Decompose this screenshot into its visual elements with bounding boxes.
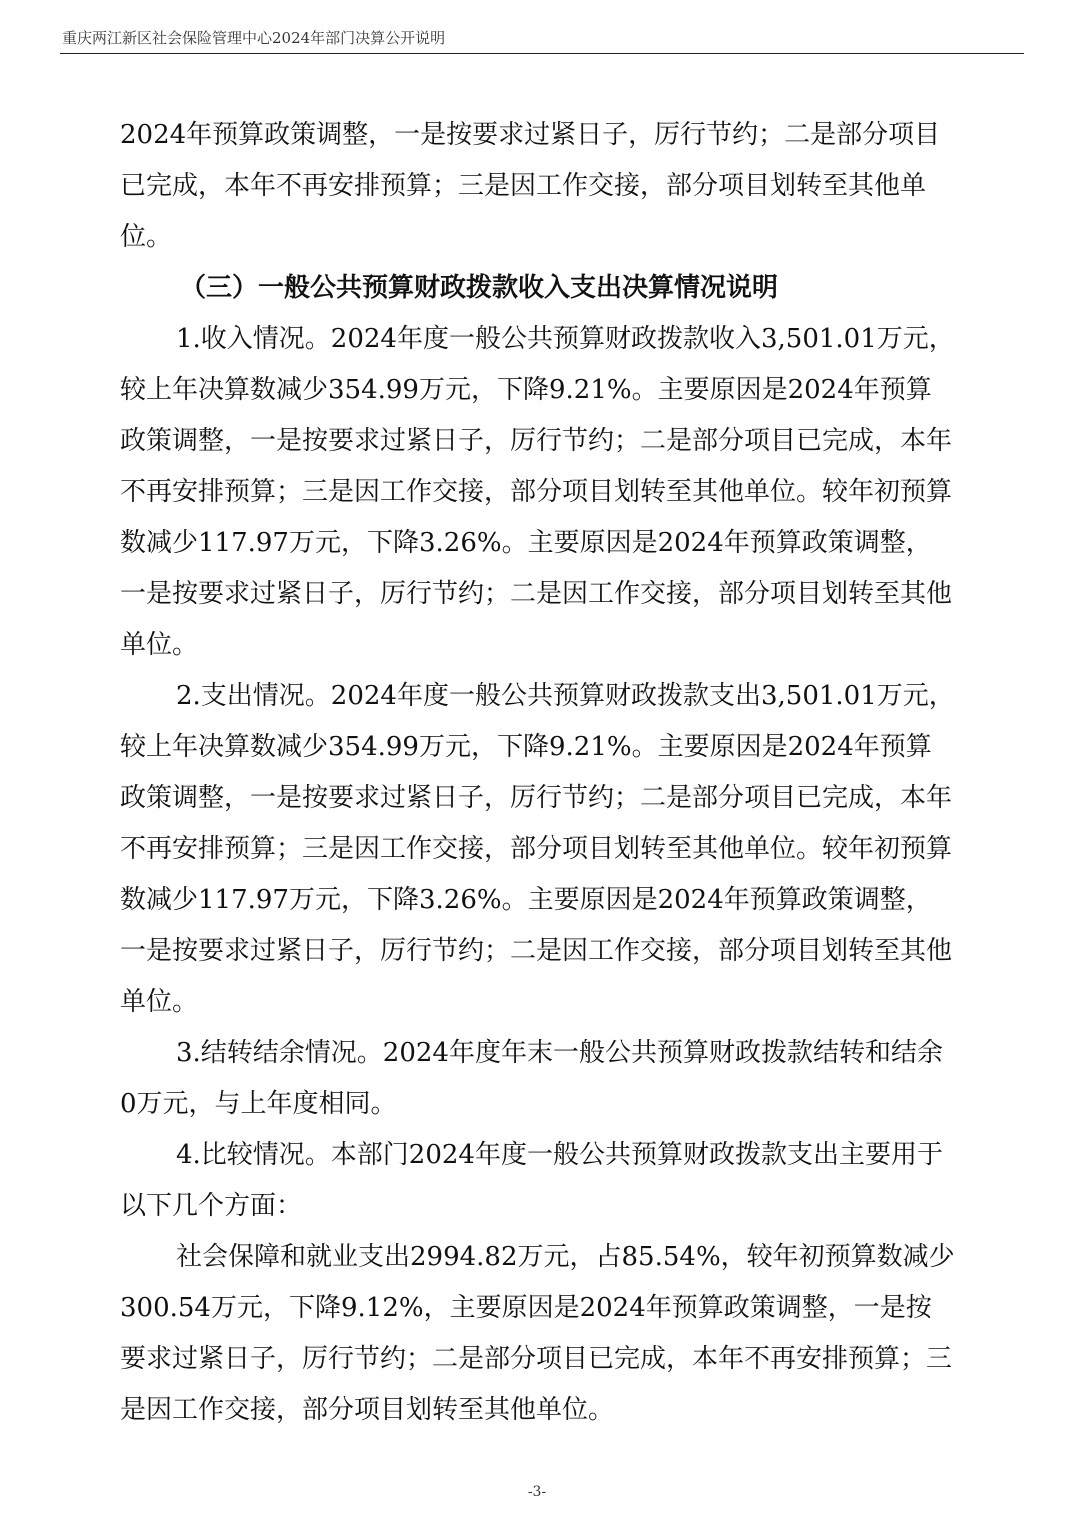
section-heading: （三）一般公共预算财政拨款收入支出决算情况说明 [180, 273, 779, 303]
paragraph-comparison: 4.比较情况。本部门2024年度一般公共预算财政拨款支出主要用于以下几个方面： [120, 1140, 943, 1221]
page-number: -3- [527, 1484, 547, 1500]
paragraph-carryover: 3.结转结余情况。2024年度年末一般公共预算财政拨款结转和结余0万元，与上年度相同。 [120, 1038, 943, 1119]
paragraph-expenditure: 2.支出情况。2024年度一般公共预算财政拨款支出3,501.01万元，较上年决算数减少354.99万元，下降9.21%。主要原因是2024年预算政策调整，一是按要求过紧日子，厉行节约；二是部分项目已完成，本年不再安排预算；三是因工作交接，部分项目划转至其他单位。较年初预算数减少117.97万元，下降3.26%。主要原因是2024年预算政策调整，一是按要求过紧日子，厉行节约；二是因工作交接，部分项目划转至其他单位。 [120, 681, 955, 1017]
header-divider [60, 53, 1024, 54]
paragraph-income: 1.收入情况。2024年度一般公共预算财政拨款收入3,501.01万元，较上年决算数减少354.99万元，下降9.21%。主要原因是2024年预算政策调整，一是按要求过紧日子，厉行节约；二是部分项目已完成，本年不再安排预算；三是因工作交接，部分项目划转至其他单位。较年初预算数减少117.97万元，下降3.26%。主要原因是2024年预算政策调整，一是按要求过紧日子，厉行节约；二是因工作交接，部分项目划转至其他单位。 [120, 324, 955, 660]
paragraph-social-security: 社会保障和就业支出2994.82万元，占85.54%，较年初预算数减少300.54万元，下降9.12%，主要原因是2024年预算政策调整，一是按要求过紧日子，厉行节约；二是部分项目已完成，本年不再安排预算；三是因工作交接，部分项目划转至其他单位。 [120, 1242, 955, 1425]
paragraph-continuation: 2024年预算政策调整，一是按要求过紧日子，厉行节约；二是部分项目已完成，本年不再安排预算；三是因工作交接，部分项目划转至其他单位。 [120, 120, 941, 252]
document-header: 重庆两江新区社会保险管理中心2024年部门决算公开说明 [62, 29, 446, 47]
document-body [120, 110, 956, 1436]
